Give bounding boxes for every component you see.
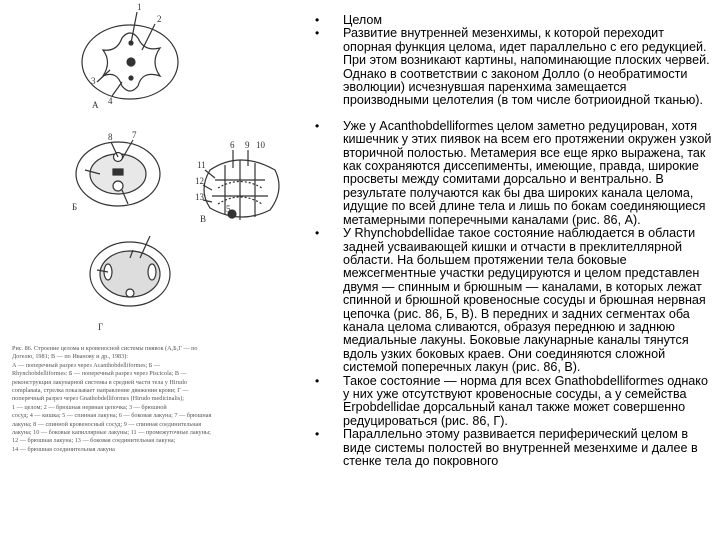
caption-line: реконструкция лакунарной системы в средней части тела у Hirudo [12,378,187,386]
caption-line: Rhynchobdelliformes: Б — поперечный разрез через Piscicola; В — [12,370,187,378]
panel-label-d: Г [98,322,104,332]
figure-number: 3 [91,76,96,86]
caption-line: 12 — брюшная лакуна; 13 — боковая соединительная лакуна; [12,437,176,445]
bullet-marker: • [315,373,320,388]
figure-caption [12,345,297,454]
caption-line: Рис. 86. Строение целома и кровеносной системы пиявок (А,Б,Г — по [12,345,198,352]
figure-number: 7 [132,130,137,140]
caption-line: 1 — целом; 2 — брюшная нервная цепочка; 3 — брюшной [12,403,167,411]
caption-line: лакуна; 10 — боковые капиллярные лакуны; 11 — промежуточные лакуны; [12,429,211,437]
figure-number: 13 [195,192,204,202]
figure-number: 9 [245,140,250,150]
bullet-text: Целом [343,13,383,27]
caption-line: лакуна; 8 — спинной кровеносный сосуд; 9 — спинная соединительная [12,420,202,428]
figure-number: 12 [195,176,204,186]
figure-number: 5 [226,204,231,214]
caption-line: поперечный разрез через Gnathobdelliformes (Hirudo medicinalis); [12,395,185,403]
figure-number: 8 [108,132,113,142]
bullet-marker: • [315,118,320,133]
bullet-item [315,227,715,374]
bullet-item [315,120,715,227]
figure-number: 4 [108,96,113,106]
figure-drawing [0,0,300,345]
caption-line: Догелю, 1981; В — по Иванову и др., 1983): [12,353,129,361]
bullet-text: Уже у Acanthobdelliformes целом заметно редуцирован, хотя кишечник у этих пиявок на всем его протяжении окружен узкой вторичной полостью. Метамерия все еще ярко выражена, так как сохраняются диссепименты, имеющие, правда, широкие просветы между сомитами дорсально и вентрально. В результате получаются как бы два широких канала целома, идущие по всей длине тела и лишь по бокам соединяющиеся метамерными поперечными каналами (рис. 86, А). [343,118,712,227]
bullet-marker: • [315,226,320,241]
bullet-marker: • [315,13,320,27]
figure-86 [0,0,300,540]
figure-number: 11 [197,160,206,170]
figure-number: 10 [256,140,265,150]
bullet-item-title [315,14,715,27]
bullet-marker: • [315,427,320,442]
bullet-marker: • [315,26,320,41]
panel-c-body [204,160,279,217]
bullet-item [315,375,715,429]
bullet-text: Развитие внутренней мезенхимы, к которой переходит опорная функция целома, идет параллельно с его редукцией. При этом возникают картины, напоминающие плоских червей. Однако в соответствии с законом Долло (о необратимости эволюции) исчезнувшая паренхима замещается производными целотелия (в том числе ботриоидной тканью). [343,26,710,108]
figure-number: 2 [157,14,162,24]
bullet-item [315,27,715,107]
figure-number: 1 [137,2,142,12]
caption-line: сосуд; 4 — кишка; 5 — спинная лакуна; 6 — боковая лакуна; 7 — брюшная [12,412,212,420]
bullet-item [315,428,715,468]
caption-line: complanata, стрелка показывает направление движения крови; Г — [12,387,189,395]
bullet-list [315,14,715,468]
panel-label-a: А [92,100,99,110]
bullet-text: Такое состояние — норма для всех Gnathobdelliformes однако у них уже отсутствуют кровеносные сосуды, а у семейства Erpobdellidae дорсальный канал также может совершенно редуцироваться (рис. 86, Г). [343,373,708,428]
panel-a-gut [127,58,135,66]
bullet-text: У Rhynchobdellidae такое состояние наблюдается в области задней усваивающей кишки и отчасти в преклителлярной области. На большем протяжении тела боковые межсегментные участки редуцируются и целом представлен двумя — спинным и брюшным — каналами, в которых лежат спинной и брюшной кровеносные сосуды и брюшная нервная цепочка (рис. 86, Б, В). В передних и задних сегментах оба канала целома сливаются, образуя переднюю и заднюю медиальные лакуны. Боковые лакунарные каналы тянутся вдоль узких боковых краев. Они соединяются сложной системой поперечных лакун (рис. 86, В). [343,226,706,375]
bullet-text: Параллельно этому развивается периферический целом в виде системы полостей во внутренней мезенхиме и далее в стенке тела до покровного [343,427,698,468]
caption-line: 14 — брюшная соединительная лакуна [12,445,115,453]
panel-label-c: В [200,214,207,224]
figure-number: 6 [230,140,235,150]
panel-label-b: Б [72,202,78,212]
caption-line: А — поперечный разрез через Acanthobdelliformes; Б — [12,361,161,369]
